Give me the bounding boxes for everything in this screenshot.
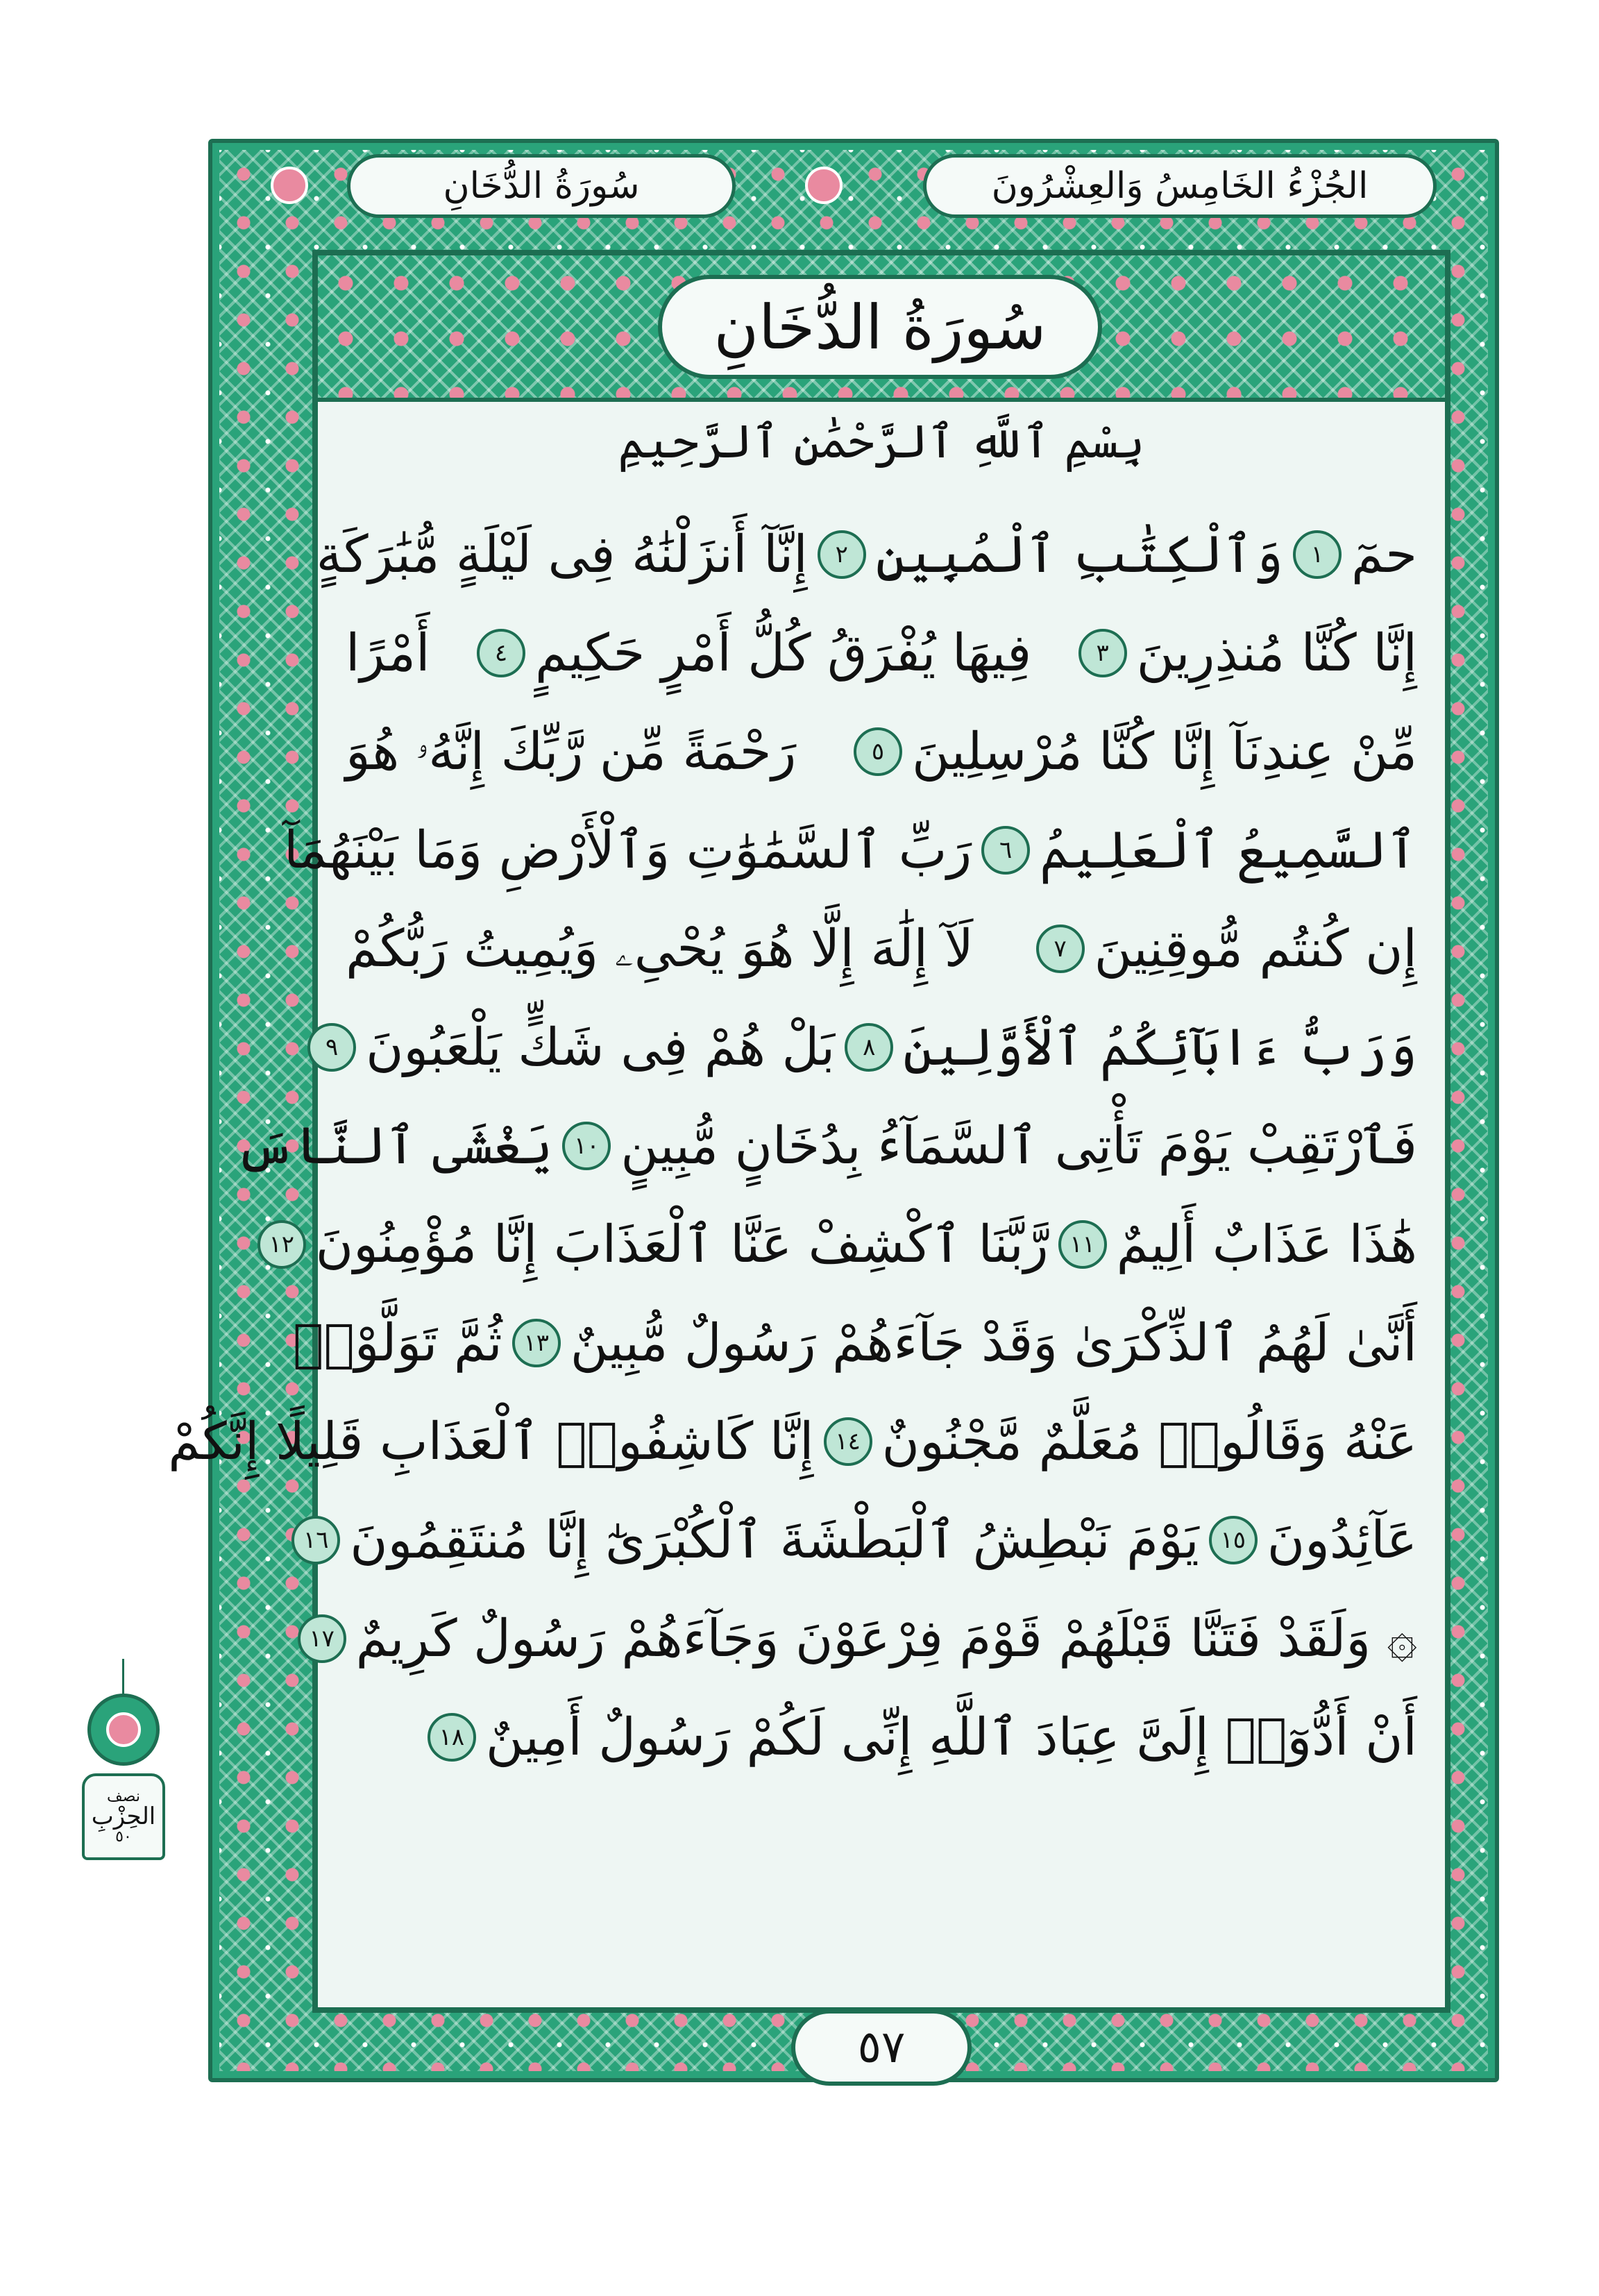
flower-medallion-icon	[87, 1694, 160, 1766]
verse-text: أَنَّىٰ لَهُمُ ٱلذِّكْرَىٰ وَقَدْ جَآءَهُمْ رَسُولٌ مُّبِينٌ	[570, 1313, 1417, 1373]
verse-line	[316, 505, 1417, 604]
ayah-number-marker: ١٧	[298, 1614, 346, 1663]
verse-line	[292, 1294, 1417, 1392]
verse-segment	[282, 1510, 1199, 1570]
verse-segment	[972, 820, 1417, 880]
ayah-number-marker: ٨	[845, 1023, 893, 1072]
verse-segment	[288, 1609, 1417, 1669]
verse-segment	[1069, 623, 1417, 683]
verse-line	[303, 1491, 1417, 1589]
verse-segment	[814, 1412, 1417, 1471]
basmala: بِسْمِ ٱللَّهِ ٱلرَّحْمَٰنِ ٱلرَّحِيمِ	[618, 415, 1145, 469]
verse-text: إِنَّا كُنَّا مُنذِرِينَ	[1136, 623, 1417, 683]
verse-text: رَحْمَةً مِّن رَّبِّكَ إِنَّهُۥ هُوَ	[346, 721, 797, 782]
verse-text: إِن كُنتُم مُّوقِنِينَ	[1094, 919, 1417, 979]
ayah-number-marker: ١	[1293, 530, 1342, 579]
verse-text: ثُمَّ تَوَلَّوْا۟	[292, 1313, 502, 1373]
verse-segment	[502, 1313, 1417, 1373]
verse-segment	[316, 525, 808, 584]
ayah-number-marker: ٥	[854, 727, 902, 776]
verse-segment	[1049, 1215, 1417, 1274]
ayah-number-marker: ٩	[307, 1023, 356, 1072]
verse-text: ٱلسَّمِيعُ ٱلْعَلِيمُ	[1040, 820, 1417, 880]
ayah-number-marker: ٧	[1036, 925, 1085, 973]
verse-segment	[1283, 525, 1417, 584]
verse-text: فِيهَا يُفْرَقُ كُلُّ أَمْرٍ حَكِيمٍ	[535, 623, 1032, 683]
verse-segment	[284, 820, 972, 880]
verse-text: حمٓ	[1351, 525, 1417, 584]
verse-segment	[552, 1116, 1417, 1176]
verse-segment	[418, 1707, 1417, 1767]
ayah-number-marker: ١٦	[291, 1516, 340, 1564]
flower-ornament-icon	[271, 167, 308, 204]
verse-text: رَّبَّنَا ٱكْشِفْ عَنَّا ٱلْعَذَابَ إِنَّا مُؤْمِنُونَ	[315, 1215, 1049, 1274]
ayah-number-marker: ١٤	[824, 1417, 872, 1466]
verse-text: وَٱلْكِتَٰبِ ٱلْمُبِينِ	[875, 525, 1283, 584]
verse-text-block	[168, 505, 1417, 1787]
verse-text: ۞ وَلَقَدْ فَتَنَّا قَبْلَهُمْ قَوْمَ فِرْعَوْنَ وَجَآءَهُمْ رَسُولٌ كَرِيمٌ	[355, 1609, 1417, 1669]
verse-segment	[467, 623, 1031, 683]
hizb-number-label: ٥٠	[115, 1828, 132, 1846]
verse-text: يَغْشَى ٱلنَّاسَ	[235, 1116, 553, 1176]
ayah-number-marker: ١٢	[257, 1220, 306, 1269]
verse-text: بَلْ هُمْ فِى شَكٍّ يَلْعَبُونَ	[366, 1018, 836, 1077]
page-header	[208, 139, 1499, 236]
verse-text: أَمْرًا	[346, 623, 430, 683]
ayah-number-marker: ٤	[477, 629, 525, 677]
ayah-number-marker: ١٨	[428, 1713, 476, 1762]
verse-text: هَٰذَا عَذَابٌ أَلِيمٌ	[1116, 1215, 1417, 1274]
hizb-marker	[82, 1659, 165, 1860]
verse-line	[346, 1688, 1417, 1787]
verse-text: مِّنْ عِندِنَآ إِنَّا كُنَّا مُرْسِلِينَ	[912, 722, 1417, 782]
verse-text: إِنَّآ أَنزَلْنَٰهُ فِى لَيْلَةٍ مُّبَٰرَكَةٍ	[316, 525, 808, 584]
ayah-number-marker: ٢	[818, 530, 866, 579]
verse-text: وَرَبُّ ءَابَآئِكُمُ ٱلْأَوَّلِينَ	[903, 1018, 1417, 1077]
verse-line	[346, 900, 1417, 998]
verse-text: عَآئِدُونَ	[1267, 1510, 1417, 1570]
verse-segment	[248, 1215, 1049, 1274]
verse-text: يَوْمَ نَبْطِشُ ٱلْبَطْشَةَ ٱلْكُبْرَىٰٓ إِنَّا مُنتَقِمُونَ	[350, 1510, 1199, 1570]
verse-segment	[168, 1412, 813, 1471]
verse-segment	[844, 722, 1417, 782]
ayah-number-marker: ١١	[1058, 1220, 1107, 1269]
ayah-number-marker: ٣	[1078, 629, 1127, 677]
hizb-label-box	[82, 1773, 165, 1860]
verse-text: إِنَّا كَاشِفُوا۟ ٱلْعَذَابِ قَلِيلًا إِنَّكُمْ	[168, 1412, 814, 1471]
juz-name-header: الجُزْءُ الخَامِسُ وَالعِشْرُونَ	[923, 154, 1437, 218]
surah-title-band	[318, 255, 1445, 402]
surah-title: سُورَةُ الدُّخَانِ	[658, 275, 1102, 379]
verse-segment	[235, 1116, 552, 1176]
ayah-number-marker: ٦	[981, 826, 1030, 875]
verse-line	[346, 604, 1417, 702]
verse-segment	[835, 1018, 1417, 1077]
verse-line	[283, 801, 1417, 900]
verse-segment	[1199, 1510, 1417, 1570]
ayah-number-marker: ١٠	[562, 1122, 611, 1170]
verse-line	[346, 702, 1417, 801]
text-panel	[168, 250, 1450, 2013]
hizb-fraction-label: نصف	[107, 1787, 140, 1805]
verse-segment	[346, 722, 796, 782]
ayah-number-marker: ١٣	[512, 1319, 561, 1367]
ayah-number-marker: ١٥	[1209, 1516, 1258, 1564]
verse-text: عَنْهُ وَقَالُوا۟ مُعَلَّمٌ مَّجْنُونٌ	[881, 1412, 1417, 1471]
page-number: ٥٧	[791, 2009, 972, 2086]
verse-segment	[346, 919, 974, 979]
verse-text: أَنْ أَدُّوٓا۟ إِلَىَّ عِبَادَ ٱللَّهِ إِنِّى لَكُمْ رَسُولٌ أَمِينٌ	[485, 1707, 1417, 1767]
hizb-word-label: الحِزْبِ	[91, 1802, 156, 1830]
verse-segment	[298, 1018, 835, 1077]
verse-segment	[1026, 919, 1417, 979]
verse-segment	[346, 623, 430, 683]
verse-text: لَآ إِلَٰهَ إِلَّا هُوَ يُحْىِۦ وَيُمِيتُ رَبُّكُمْ	[346, 918, 974, 979]
surah-name-header: سُورَةُ الدُّخَانِ	[347, 154, 736, 218]
verse-segment	[808, 525, 1283, 584]
verse-text: رَبِّ ٱلسَّمَٰوَٰتِ وَٱلْأَرْضِ وَمَا بَيْنَهُمَآ	[283, 820, 972, 880]
flower-ornament-icon	[805, 167, 843, 204]
verse-line	[325, 998, 1417, 1097]
verse-line	[309, 1589, 1417, 1688]
verse-line	[269, 1195, 1417, 1294]
verse-segment	[293, 1313, 502, 1373]
verse-text: فَٱرْتَقِبْ يَوْمَ تَأْتِى ٱلسَّمَآءُ بِدُخَانٍ مُّبِينٍ	[620, 1116, 1417, 1176]
verse-line	[235, 1097, 1417, 1195]
verse-line	[168, 1392, 1417, 1491]
